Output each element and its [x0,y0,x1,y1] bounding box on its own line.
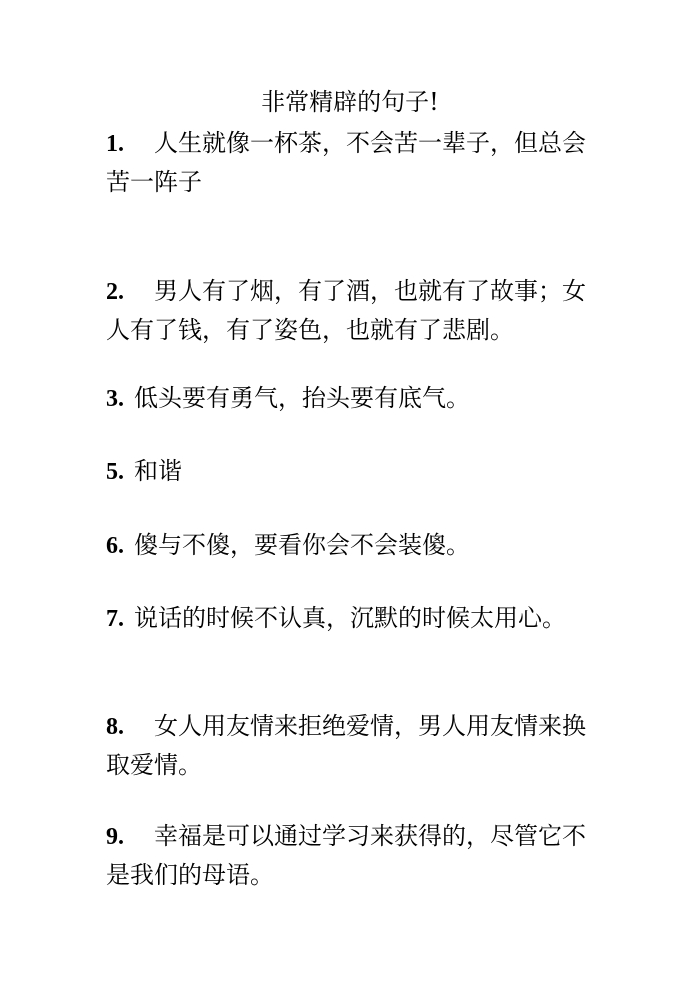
quote-number: 1. [106,131,124,157]
document-title: 非常精辟的句子! [261,88,439,116]
quote-number: 9. [106,824,124,850]
quote-text: 说话的时候不认真，沉默的时候太用心。 [134,604,566,632]
quote-item-2 [106,272,600,349]
quote-item-5 [106,452,600,491]
quote-text: 低头要有勇气，抬头要有底气。 [134,384,470,412]
quote-number: 2. [106,279,124,305]
quote-item-1 [106,124,600,201]
quote-text: 男人有了烟，有了酒，也就有了故事；女人有了钱，有了姿色，也就有了悲剧。 [106,277,586,344]
quote-number: 5. [106,459,124,485]
quote-text: 人生就像一杯茶，不会苦一辈子，但总会苦一阵子 [106,129,586,196]
quote-text: 傻与不傻，要看你会不会装傻。 [134,531,470,559]
quote-item-9 [106,817,600,894]
quote-text: 和谐 [134,457,182,485]
quote-text: 女人用友情来拒绝爱情，男人用友情来换取爱情。 [106,712,586,779]
quote-number: 6. [106,533,124,559]
quote-number: 8. [106,714,124,740]
quote-text: 幸福是可以通过学习来获得的，尽管它不是我们的母语。 [106,822,586,889]
quote-item-6 [106,526,600,565]
quote-item-3 [106,379,600,418]
quote-number: 7. [106,606,124,632]
quote-item-8 [106,707,600,784]
quote-item-7 [106,599,600,638]
quote-number: 3. [106,386,124,412]
